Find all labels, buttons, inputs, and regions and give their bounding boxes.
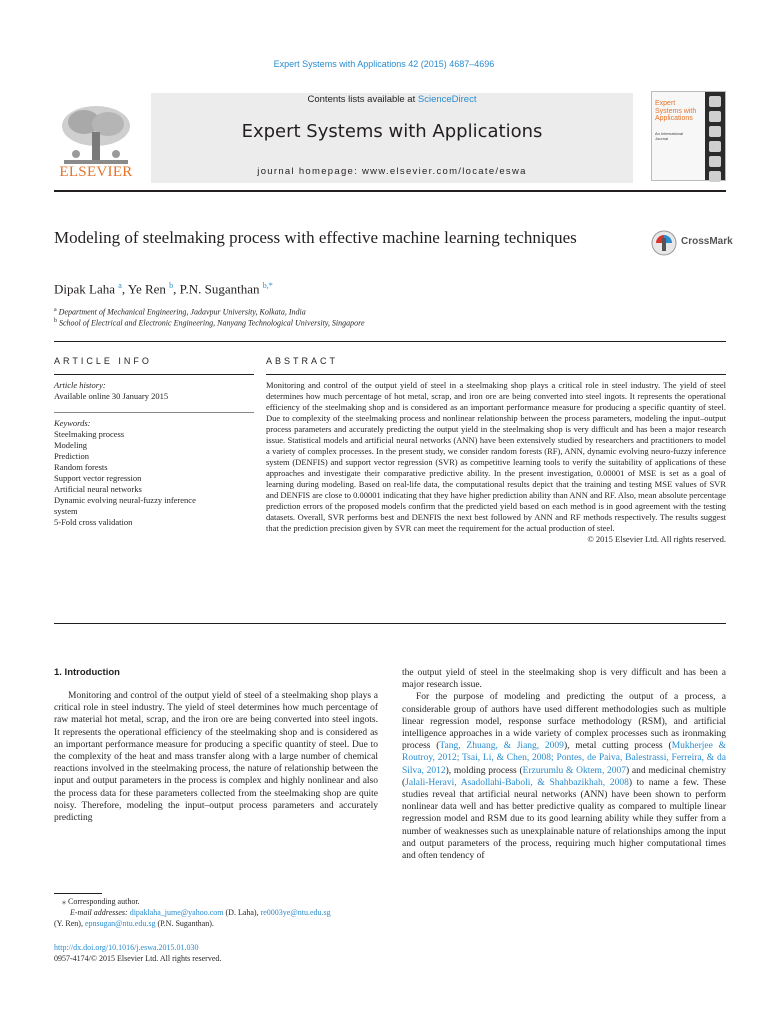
intro-paragraph-2: For the purpose of modeling and predicting the output of a process, a considerable group of authors have used different methodologies such as multiple linear regression model, response surface methodology (RSM), and artificial intelligence approaches in a wide variety of complex processes such as ironmaking process (Tang, Zhuang, & Jiang, 2009), metal cutting process (Mukherjee & Routroy, 2012; Tsai, Li, & Chen, 2008; Pontes, de Paiva, Balestrassi, Ferreira, & da Silva, 2012), molding process (Erzurumlu & Oktem, 2007) and medicinal chemistry (Jalali-Heravi, Asadollahi-Baboli, & Shahbazikhah, 2008) to name a few. These studies reveal that artificial neural networks (ANN) have been shown to perform nonlinear data well and has better predictive quality as compared to multiple linear regression model and RSM due to its good learning ability while they suffer from a number of weaknesses such as unexplainable nature of relationships among the input and output parameters of the process, requiring much higher computational times and often tendency of [402, 692, 726, 862]
keyword-item: Dynamic evolving neural-fuzzy inference [54, 495, 196, 505]
contents-line [151, 94, 633, 105]
citation-link[interactable]: Jalali-Heravi, Asadollahi-Baboli, & Shahbazikhah, 2008 [405, 777, 629, 788]
abstract-body [266, 380, 726, 545]
contents-prefix: Contents lists available at [307, 94, 418, 105]
doi-link[interactable]: http://dx.doi.org/10.1016/j.eswa.2015.01.030 [54, 943, 199, 952]
footnote-block [54, 896, 378, 929]
journal-title: Expert Systems with Applications [241, 121, 543, 142]
article-info-rule [54, 374, 254, 375]
issn-line: 0957-4174/© 2015 Elsevier Ltd. All rights reserved. [54, 954, 222, 963]
corresponding-author-note: ⁎ Corresponding author. [62, 897, 140, 906]
citation-link[interactable]: Tang, Zhuang, & Jiang, 2009 [439, 741, 564, 752]
author-affil-mark[interactable]: b,* [262, 281, 273, 290]
header-rule [54, 190, 726, 192]
author-affil-mark[interactable]: a [118, 281, 122, 290]
keyword-item: system [54, 506, 78, 516]
cover-title: Expert Systems with Applications [655, 100, 697, 122]
keywords-rule [54, 412, 254, 413]
keyword-item: Modeling [54, 440, 88, 450]
keyword-item: 5-Fold cross validation [54, 517, 133, 527]
email-addresses: E-mail addresses: dipaklaha_jume@yahoo.com (D. Laha), re0003ye@ntu.edu.sg [70, 908, 331, 917]
title-rule [54, 341, 726, 342]
journal-citation[interactable]: Expert Systems with Applications 42 (2015) 4687–4696 [273, 59, 495, 69]
keyword-item: Random forests [54, 462, 108, 472]
email-addresses-cont: (Y. Ren), epnsugan@ntu.edu.sg (P.N. Suganthan). [54, 919, 214, 928]
keywords-label: Keywords: [54, 418, 91, 428]
abstract-rule [266, 374, 726, 375]
intro-left-column [54, 690, 378, 824]
cover-icon-strip [705, 92, 725, 180]
footnote-rule [54, 893, 102, 894]
keywords-block [54, 418, 254, 528]
affiliation-b: $^b$ School of Electrical and Electronic Engineering, Nanyang Technological University, Singapore [54, 318, 365, 328]
intro-right-column [402, 667, 726, 862]
abstract-heading: ABSTRACT [266, 356, 339, 366]
crossmark-icon[interactable] [651, 230, 677, 256]
journal-cover-thumbnail[interactable] [651, 91, 726, 181]
author-name: P.N. Suganthan [179, 281, 260, 297]
keyword-item: Artificial neural networks [54, 484, 142, 494]
cover-subtitle: An International Journal [655, 131, 684, 141]
author-affil-mark[interactable]: b [169, 281, 174, 290]
email-link[interactable]: epnsugan@ntu.edu.sg [84, 919, 156, 928]
article-history [54, 380, 254, 402]
keyword-item: Prediction [54, 451, 89, 461]
history-value: Available online 30 January 2015 [54, 391, 169, 401]
author-name: Dipak Laha [54, 281, 116, 297]
article-footer [54, 942, 221, 964]
author-list: Dipak Laha $^a$, Ye Ren $^b$, P.N. Suganthan $^{b,*}$ [54, 281, 273, 297]
email-link[interactable]: dipaklaha_jume@yahoo.com [129, 908, 224, 917]
article-info-heading: ARTICLE INFO [54, 356, 152, 366]
journal-homepage[interactable]: journal homepage: www.elsevier.com/locate/eswa [257, 166, 527, 177]
citation-link[interactable]: Mukherjee & Routroy, 2012; Tsai, Li, & Chen, 2008; Pontes, de Paiva, Balestrassi, Ferreira, & da Silva, 2012 [402, 741, 726, 776]
email-link[interactable]: re0003ye@ntu.edu.sg [260, 908, 331, 917]
abstract-text: Monitoring and control of the output yield of steel in a steelmaking shop plays a critical role in steel industry. The yield of steel determines how much percentage of hot metal, scrap, and iron ore are being converted into steel ingots. It represents the operational efficiency of the steelmaking shop and is considered as an important performance measure for producing a specific quantity of steel. Due to complexity of the steelmaking process and nonlinear relationship between the process parameters, modeling the input–output process parameters and accurately predicting the output yield in the steelmaking shop is very difficult and has been a major research issue. Statistical models and artificial neural networks (ANN) have been extensively studied by researchers and practitioners to model a variety of complex processes. In the present study, we consider random forests (RF), ANN, dynamic evolving neuro-fuzzy inference system (DENFIS) and support vector regression (SVR) as competitive learning tools to verify the suitability of applications of these approaches and investigate their comparative predictive ability. In the present investigation, 0.00001 of MSE is set as a goal of learning during modeling. Based on real-life data, the computational results depict that the training and testing MSE values of SVR and DENFIS are close to 0.00001 indicating that they have higher prediction ability than ANN and RF. Also, mean absolute percentage prediction errors of the proposed models confirm that the predicted yield based on each method is in good agreement with the testing datasets. Overall, SVR performs best and DENFIS the next best followed by ANN and RF methods respectively. The results suggest that the prediction precision given by SVR can meet the requirement for the actual production of steel. [266, 380, 726, 533]
abstract-copyright: © 2015 Elsevier Ltd. All rights reserved. [587, 534, 726, 544]
intro-heading: 1. Introduction [54, 667, 120, 678]
author-name: Ye Ren [127, 281, 166, 297]
sciencedirect-link[interactable]: ScienceDirect [417, 94, 477, 105]
crossmark-label[interactable]: CrossMark [681, 236, 733, 247]
intro-paragraph-1: Monitoring and control of the output yield of steel of a steelmaking shop plays a critical role in steel industry. The yield of steel determines how much percentage of raw material hot metal, scrap, and the iron ore are being converted into steel ingots. It represents the operational efficiency of the steelmaking shop and is considered as an important performance measure for producing a specific quantity of steel. Due to the complexity of the heat and mass transfer along with a large number of chemical reactions involved in the steelmaking process, the nature of relationship between the input and output parameters in the process is complex and highly nonlinear and also the process data for these parameters collected from the steelmaking shop are quite noisy. Therefore, modeling the input–output process parameters and accurately predicting [54, 691, 378, 824]
affiliation-a: $^a$ Department of Mechanical Engineering, Jadavpur University, Kolkata, India [54, 307, 306, 317]
paper-title: Modeling of steelmaking process with effective machine learning techniques [54, 228, 577, 247]
keyword-item: Steelmaking process [54, 429, 125, 439]
intro-paragraph-continued: the output yield of steel in the steelmaking shop is very difficult and has been a major research issue. [402, 668, 726, 691]
elsevier-wordmark: ELSEVIER [59, 164, 133, 180]
keyword-item: Support vector regression [54, 473, 142, 483]
history-label: Article history: [54, 380, 106, 390]
abstract-bottom-rule [54, 623, 726, 624]
citation-link[interactable]: Erzurumlu & Oktem, 2007 [522, 765, 627, 776]
